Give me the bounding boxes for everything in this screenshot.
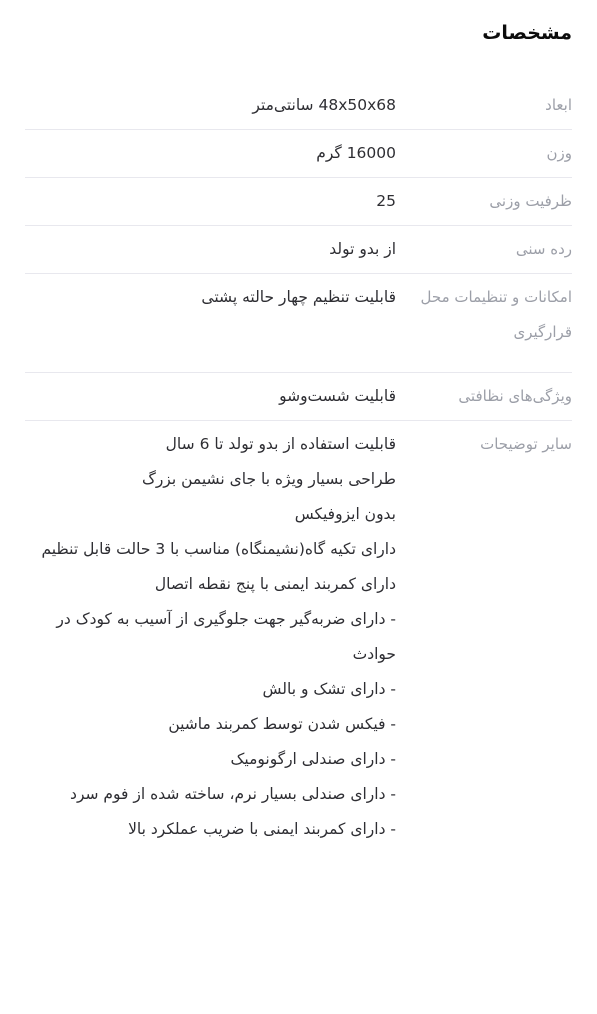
spec-value: از بدو تولد [329, 240, 396, 258]
spec-label: رده سنی [515, 240, 572, 258]
spec-label: سایر توضیحات [480, 435, 572, 453]
spec-value-multiline [26, 427, 396, 847]
description-line: - دارای کمربند ایمنی با ضریب عملکرد بالا [128, 820, 396, 838]
spec-label: وزن [546, 144, 572, 162]
spec-row-dimensions [25, 82, 572, 130]
spec-label: ویژگی‌های نظافتی [458, 387, 572, 405]
description-line: بدون ایزوفیکس [294, 505, 396, 523]
spec-row-other-descriptions [25, 421, 572, 853]
description-line: - دارای صندلی ارگونومیک [230, 750, 396, 768]
description-line: دارای تکیه گاه(نشیمنگاه) مناسب با 3 حالت قابل تنظیم [41, 540, 396, 558]
spec-value: 48x50x68 سانتی‌متر [252, 96, 396, 114]
description-line: دارای کمربند ایمنی با پنج نقطه اتصال [154, 575, 396, 593]
spec-row-weight [25, 130, 572, 178]
description-line: طراحی بسیار ویژه با جای نشیمن بزرگ [141, 470, 396, 488]
description-line: - دارای ضربه‌گیر جهت جلوگیری از آسیب به کودک در حوادث [56, 610, 396, 663]
spec-row-weight-capacity [25, 178, 572, 226]
spec-row-age-range [25, 226, 572, 274]
spec-value: 25 [376, 192, 396, 210]
spec-value: قابلیت تنظیم چهار حالته پشتی [201, 288, 396, 306]
spec-label: ظرفیت وزنی [489, 192, 572, 210]
section-title: مشخصات [482, 22, 572, 44]
spec-value: قابلیت شست‌وشو [279, 387, 396, 405]
description-line: - دارای صندلی بسیار نرم، ساخته شده از فوم سرد [70, 785, 396, 803]
spec-row-placement-settings [25, 274, 572, 373]
spec-row-cleaning-features [25, 373, 572, 421]
spec-label: امکانات و تنظیمات محل قرارگیری [420, 288, 572, 341]
spec-list [25, 82, 572, 853]
description-line: - دارای تشک و بالش [262, 680, 396, 698]
description-line: - فیکس شدن توسط کمربند ماشین [168, 715, 396, 733]
spec-label: ابعاد [545, 96, 572, 114]
spec-value: 16000 گرم [316, 144, 396, 162]
description-line: قابلیت استفاده از بدو تولد تا 6 سال [165, 435, 396, 453]
